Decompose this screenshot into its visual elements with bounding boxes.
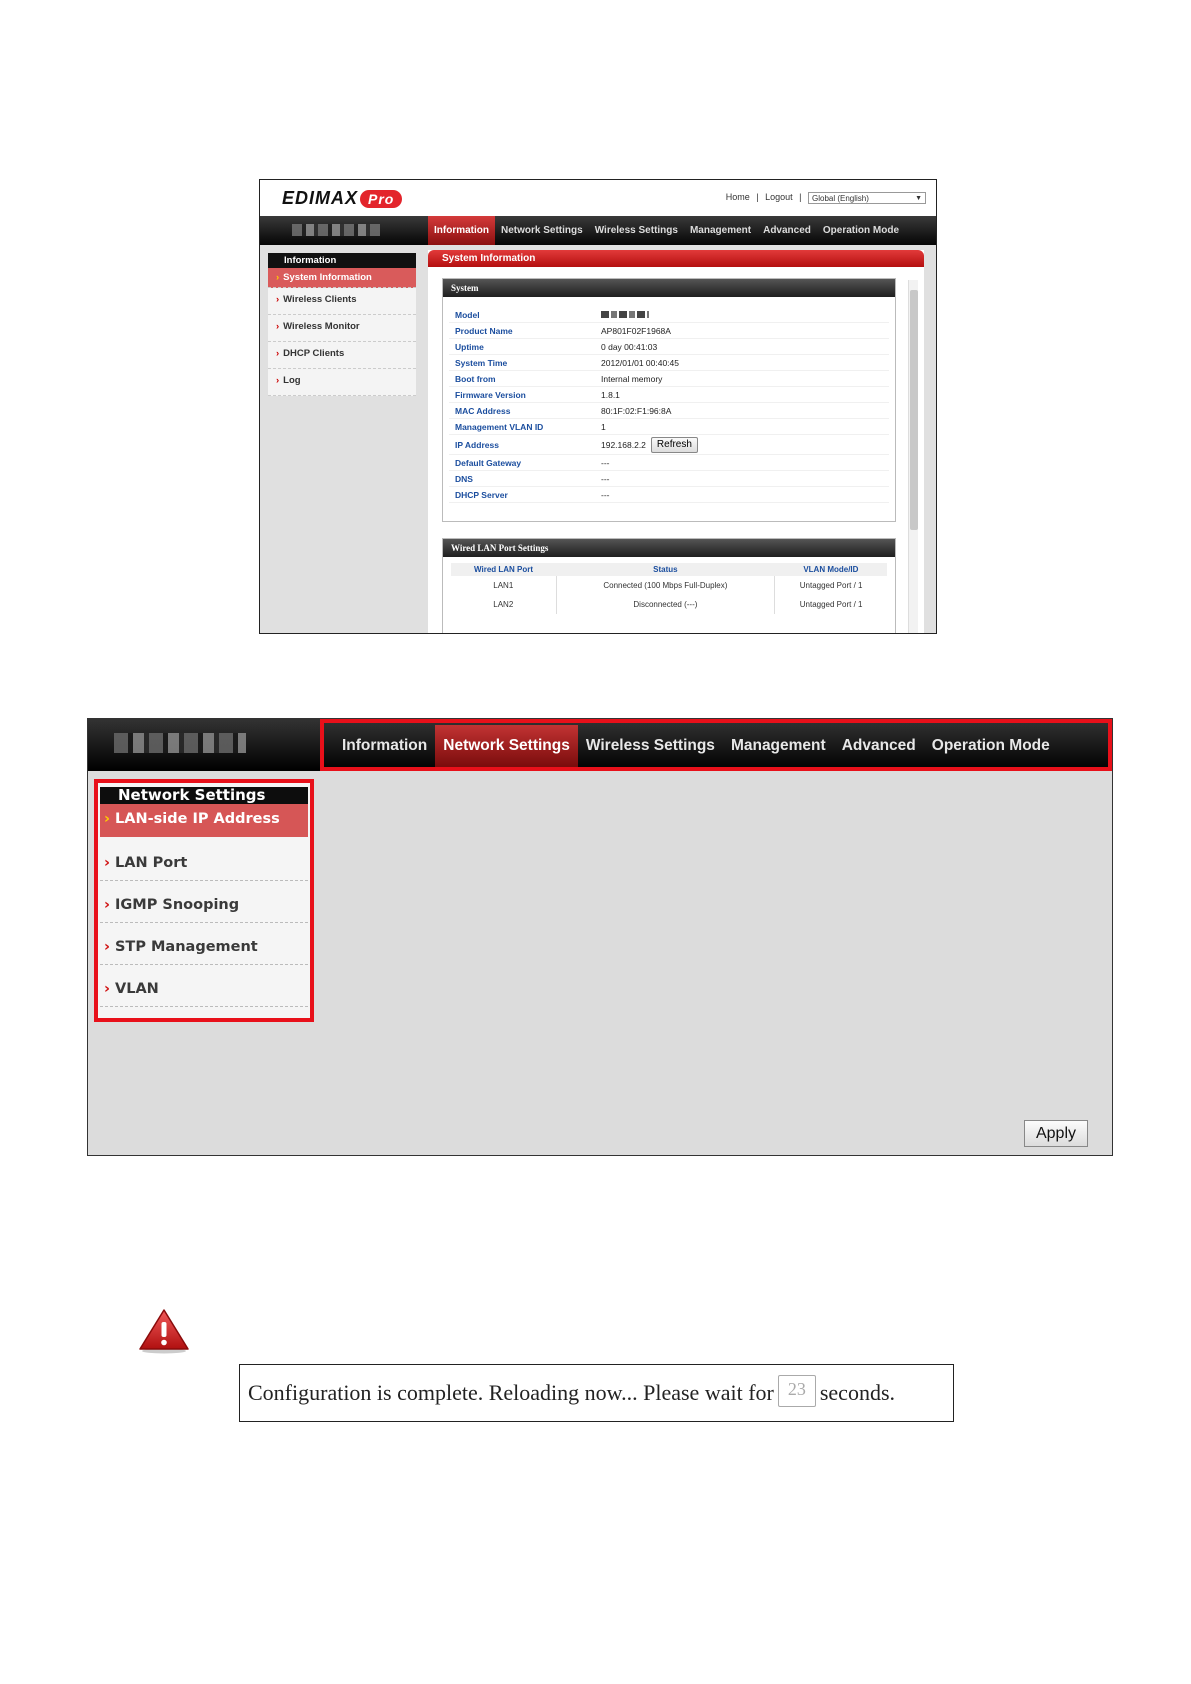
separator: | bbox=[756, 192, 759, 203]
blurred-model-name bbox=[292, 224, 380, 236]
sidebar-title: Network Settings bbox=[100, 787, 308, 804]
logo-badge: Pro bbox=[360, 190, 402, 208]
table-row: LAN1 Connected (100 Mbps Full-Duplex) Untagged Port / 1 bbox=[451, 576, 887, 595]
sidebar-item-label: VLAN bbox=[114, 981, 159, 997]
chevron-right-icon: › bbox=[104, 811, 110, 827]
info-row: Uptime 0 day 00:41:03 bbox=[449, 339, 889, 355]
main-nav bbox=[88, 719, 1112, 771]
tab-advanced[interactable]: Advanced bbox=[841, 737, 916, 754]
sidebar-item-label: LAN Port bbox=[114, 855, 188, 871]
info-row: Management VLAN ID 1 bbox=[449, 419, 889, 435]
info-row: Product Name AP801F02F1968A bbox=[449, 323, 889, 339]
sidebar-item-label: Wireless Monitor bbox=[283, 321, 360, 332]
tab-network-settings[interactable]: Network Settings bbox=[501, 225, 583, 236]
tabs-highlight-box bbox=[320, 719, 1112, 771]
info-row: Default Gateway --- bbox=[449, 455, 889, 471]
system-panel bbox=[442, 278, 896, 522]
sidebar-item-wireless-clients[interactable] bbox=[268, 288, 416, 315]
sidebar-item-label: System Information bbox=[283, 272, 372, 283]
sidebar bbox=[268, 253, 416, 396]
redacted-model bbox=[601, 307, 649, 322]
tab-network-settings[interactable]: Network Settings bbox=[435, 725, 578, 767]
info-row: Boot from Internal memory bbox=[449, 371, 889, 387]
wired-lan-table bbox=[451, 563, 887, 614]
message-text-end: seconds. bbox=[819, 1380, 896, 1405]
wired-lan-panel bbox=[442, 538, 896, 634]
info-row: Firmware Version 1.8.1 bbox=[449, 387, 889, 403]
refresh-button[interactable]: Refresh bbox=[651, 437, 698, 453]
separator: | bbox=[799, 192, 802, 203]
logo-text: EDIMAX bbox=[282, 188, 359, 208]
sidebar-item-label: LAN-side IP Address bbox=[114, 811, 280, 827]
info-row-model: Model bbox=[449, 307, 889, 323]
info-row: DNS --- bbox=[449, 471, 889, 487]
chevron-right-icon: › bbox=[276, 375, 280, 386]
sidebar-item-wireless-monitor[interactable] bbox=[268, 315, 416, 342]
home-link[interactable]: Home bbox=[725, 192, 750, 203]
chevron-right-icon: › bbox=[276, 294, 280, 305]
chevron-right-icon: › bbox=[276, 272, 280, 283]
info-row: DHCP Server --- bbox=[449, 487, 889, 503]
table-row: LAN2 Disconnected (---) Untagged Port / 1 bbox=[451, 595, 887, 614]
tab-management[interactable]: Management bbox=[730, 737, 826, 754]
tab-management[interactable]: Management bbox=[689, 225, 752, 236]
chevron-right-icon: › bbox=[276, 348, 280, 359]
edimax-logo bbox=[282, 188, 402, 209]
info-row: MAC Address 80:1F:02:F1:96:8A bbox=[449, 403, 889, 419]
tab-wireless-settings[interactable]: Wireless Settings bbox=[585, 737, 715, 754]
apply-button[interactable]: Apply bbox=[1024, 1120, 1088, 1147]
tab-operation-mode[interactable]: Operation Mode bbox=[931, 737, 1050, 754]
scrollbar-thumb[interactable] bbox=[910, 290, 918, 530]
sidebar-item-label: IGMP Snooping bbox=[114, 897, 240, 913]
sidebar-item-label: DHCP Clients bbox=[283, 348, 345, 359]
tab-information[interactable]: Information bbox=[428, 216, 495, 245]
tab-wireless-settings[interactable]: Wireless Settings bbox=[594, 225, 678, 236]
network-settings-screenshot bbox=[87, 718, 1113, 1156]
table-header-row bbox=[451, 563, 887, 576]
sidebar-item-log[interactable] bbox=[268, 369, 416, 396]
content-area bbox=[260, 245, 936, 633]
column-header: Status bbox=[556, 563, 775, 576]
tab-advanced[interactable]: Advanced bbox=[763, 225, 811, 236]
chevron-right-icon: › bbox=[104, 897, 110, 913]
sidebar-item-label: Log bbox=[283, 375, 301, 386]
tab-operation-mode[interactable]: Operation Mode bbox=[822, 225, 900, 236]
top-links bbox=[724, 192, 928, 204]
sidebar-title: Information bbox=[268, 253, 416, 268]
system-information-screenshot bbox=[259, 179, 937, 634]
scrollbar[interactable] bbox=[908, 280, 918, 633]
nav-tabs bbox=[334, 725, 1058, 767]
column-header: Wired LAN Port bbox=[451, 563, 556, 576]
top-bar bbox=[260, 180, 936, 216]
reload-message bbox=[239, 1364, 954, 1422]
wired-lan-panel-title: Wired LAN Port Settings bbox=[443, 539, 895, 557]
info-row-ip: IP Address 192.168.2.2 Refresh bbox=[449, 435, 889, 455]
main-panel bbox=[428, 250, 924, 633]
sidebar-item-system-information[interactable] bbox=[268, 268, 416, 288]
language-select[interactable]: Global (English) ▼ bbox=[808, 192, 926, 204]
tab-information[interactable]: Information bbox=[342, 737, 428, 754]
main-nav bbox=[260, 216, 936, 245]
chevron-right-icon: › bbox=[276, 321, 280, 332]
sidebar bbox=[94, 779, 314, 1022]
sidebar-item-label: STP Management bbox=[114, 939, 258, 955]
sidebar-highlight-box bbox=[94, 779, 314, 1022]
message-text: Configuration is complete. Reloading now... Please wait for bbox=[248, 1380, 774, 1405]
chevron-right-icon: › bbox=[104, 855, 110, 871]
warning-icon bbox=[138, 1308, 190, 1354]
nav-tabs bbox=[428, 216, 905, 245]
sidebar-item-label: Wireless Clients bbox=[283, 294, 357, 305]
logout-link[interactable]: Logout bbox=[765, 192, 793, 203]
blurred-model-name bbox=[114, 733, 246, 753]
column-header: VLAN Mode/ID bbox=[775, 563, 887, 576]
chevron-right-icon: › bbox=[104, 981, 110, 997]
system-panel-title: System bbox=[443, 279, 895, 297]
sidebar-item-dhcp-clients[interactable] bbox=[268, 342, 416, 369]
countdown-field: 23 bbox=[778, 1375, 816, 1407]
main-header: System Information bbox=[428, 250, 924, 267]
info-row: System Time 2012/01/01 00:40:45 bbox=[449, 355, 889, 371]
chevron-right-icon: › bbox=[104, 939, 110, 955]
